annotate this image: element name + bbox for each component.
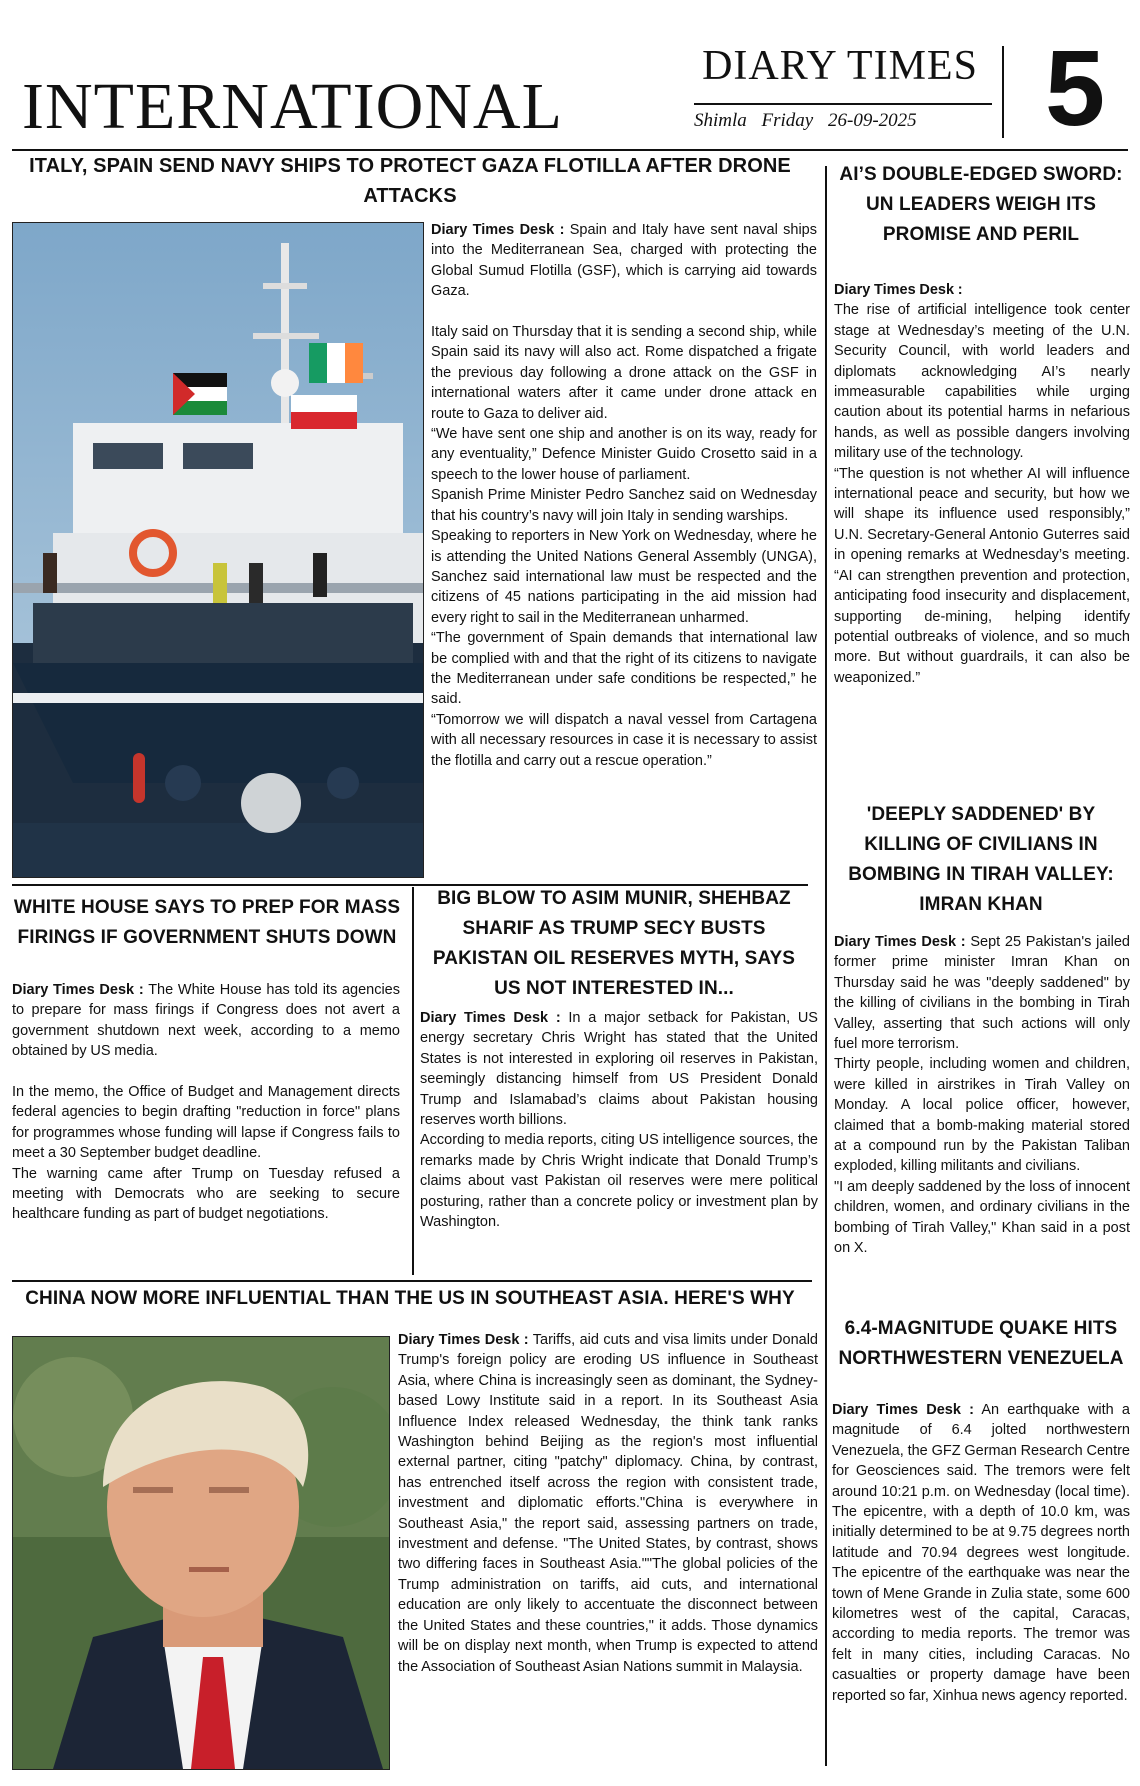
headline-italy-spain: ITALY, SPAIN SEND NAVY SHIPS TO PROTECT GAZA FLOTILLA AFTER DRONE ATTACKS xyxy=(29,155,791,207)
dateline-city: Shimla xyxy=(694,110,747,131)
headline-quake: 6.4-MAGNITUDE QUAKE HITS NORTHWESTERN VENEZUELA xyxy=(838,1318,1124,1369)
masthead-divider xyxy=(1002,46,1004,138)
byline: Diary Times Desk : xyxy=(398,1332,529,1348)
trump-portrait-photo xyxy=(12,1336,390,1770)
article-body-white-house: Diary Times Desk : The White House has told its agencies to prepare for mass firings if Congress does not avert a government shutdown next week, according to a memo obtained by US media. In the memo, the Office of Budget and Management directs federal agencies to begin drafting "reduction in force" plans for programmes whose funding will lapse if Congress fails to meet a 30 September budget deadline. The warning came after Trump on Tuesday refused a meeting with Democrats who are seeking to secure healthcare funding as part of budget negotiations. xyxy=(12,982,400,1223)
flotilla-ship-photo xyxy=(12,222,424,878)
column-divider xyxy=(825,166,827,1766)
masthead-rule xyxy=(694,103,992,105)
dateline xyxy=(694,110,992,132)
headline-asim-munir: BIG BLOW TO ASIM MUNIR, SHEHBAZ SHARIF AS TRUMP SECY BUSTS PAKISTAN OIL RESERVES MYTH, SAYS US NOT INTERESTED IN... xyxy=(432,888,796,999)
headline-ai-sword: AI’S DOUBLE-EDGED SWORD: UN LEADERS WEIGH ITS PROMISE AND PERIL xyxy=(839,164,1123,245)
byline: Diary Times Desk : xyxy=(832,1402,974,1418)
byline: Diary Times Desk : xyxy=(420,1010,561,1026)
article-body-quake: Diary Times Desk : An earthquake with a magnitude of 6.4 jolted northwestern Venezuela, the GFZ German Research Centre for Geosciences said. The tremors were felt around 10:21 p.m. on Wednesday (local time). The epicentre, with a depth of 10.0 km, was initially determined to be at 9.75 degrees north latitude and 70.94 degrees west longitude. The epicentre of the earthquake was near the town of Mene Grande in Zulia state, some 600 kilometres west of the capital, Caracas, according to media reports. The tremor was felt in many cities, including Caracas. No casualties or property damage have been reported so far, Xinhua news agency reported. xyxy=(832,1402,1130,1704)
dateline-date: 26-09-2025 xyxy=(828,110,917,131)
byline: Diary Times Desk : xyxy=(834,934,966,950)
article-body-ai-sword: Diary Times Desk : The rise of artificial intelligence took center stage at Wednesday’s meeting of the U.N. Security Council, with world leaders and diplomats acknowledging AI’s nearly immeasurable capabilities while urging caution about its potential harms in nefarious hands, as well as possible dangers involving military use of the technology. “The question is not whether AI will influence international peace and security, but how we will shape its influence used responsibly,” U.N. Secretary-General Antonio Guterres said in opening remarks at Wednesday’s meeting. “AI can strengthen prevention and protection, anticipating food insecurity and displacement, supporting de-mining, helping identify potential outbreaks of violence, and so much more. But without guardrails, it can also be weaponized.” xyxy=(834,282,1130,686)
byline: Diary Times Desk : xyxy=(431,222,565,238)
headline-china: CHINA NOW MORE INFLUENTIAL THAN THE US IN SOUTHEAST ASIA. HERE'S WHY xyxy=(25,1288,795,1309)
byline: Diary Times Desk : xyxy=(12,982,144,998)
section-rule xyxy=(12,1280,812,1282)
article-body-china: Diary Times Desk : Tariffs, aid cuts and visa limits under Donald Trump's foreign policy are eroding US influence in Southeast Asia, where China is increasingly seen as dominant, the Sydney-based Lowy Institute said in a report. In its Southeast Asia Influence Index released Wednesday, the think tank ranks Washington behind Beijing as the region's most influential external partner, citing "patchy" diplomacy. China, by contrast, has entrenched itself across the region with consistent trade, investment and diplomatic efforts."China is everywhere in Southeast Asia," the report said, assessing partners on trade, investment and defense. "The United States, by contrast, shows two differing faces in Southeast Asia.""The global policies of the Trump administration on tariffs, aid cuts, and international education are only likely to accentuate the disconnect between the United States and these countries," it adds. Those dynamics will be on display next month, when Trump is expected to attend the Association of Southeast Asian Nations summit in Malaysia. xyxy=(398,1332,818,1675)
article-body-asim-munir: Diary Times Desk : In a major setback for Pakistan, US energy secretary Chris Wright has stated that the United States is not interested in exploring oil reserves in Pakistan, seemingly distancing himself from US President Donald Trump and Islamabad’s claims about Pakistan housing reserves worth billions. According to media reports, citing US intelligence sources, the remarks made by Chris Wright indicate that Donald Trump’s claims about vast Pakistan oil reserves were mere political posturing, rather than a concrete policy or investment plan by Washington. xyxy=(420,1010,818,1231)
headline-white-house: WHITE HOUSE SAYS TO PREP FOR MASS FIRINGS IF GOVERNMENT SHUTS DOWN xyxy=(13,897,401,948)
article-body-italy-spain: Diary Times Desk : Spain and Italy have sent naval ships into the Mediterranean Sea, charged with protecting the Global Sumud Flotilla (GSF), which is carrying aid towards Gaza. Italy said on Thursday that it is sending a second ship, while Spain said its navy will also act. Rome dispatched a frigate the previous day following a drone attack on the GSF in international waters after it came under drone attack en route to Gaza to deliver aid. “We have sent one ship and another is on its way, ready for any eventuality,” Defence Minister Guido Crosetto said in a speech to the lower house of parliament. Spanish Prime Minister Pedro Sanchez said on Wednesday that his country’s navy will join Italy in sending warships. Speaking to reporters in New York on Wednesday, where he is attending the United Nations General Assembly (UNGA), Sanchez said international law must be respected and the citizens of 45 nations participating in the aid mission had every right to sail in the Mediterranean unharmed. “The government of Spain demands that international law be complied with and that the right of its citizens to navigate the Mediterranean under safe conditions be respected,” he said. “Tomorrow we will dispatch a naval vessel from Cartagena with all necessary resources in case it is necessary to assist the flotilla and carry out a rescue operation.” xyxy=(431,222,817,769)
page-number: 5 xyxy=(1044,27,1106,148)
article-body-imran-khan: Diary Times Desk : Sept 25 Pakistan's jailed former prime minister Imran Khan on Thursday said he was "deeply saddened" by the killing of civilians in the bombing in Tirah Valley, asserting that such actions will only fuel more terrorism. Thirty people, including women and children, were killed in airstrikes in Tirah Valley on Monday. A local police officer, however, claimed that a bomb-making material stored at a compound run by the Pakistan Taliban exploded, killing militants and civilians. "I am deeply saddened by the loss of innocent children, women, and ordinary civilians in the bombing of Tirah Valley," Khan said in a post on X. xyxy=(834,934,1130,1257)
column-divider-middle xyxy=(412,887,414,1275)
byline: Diary Times Desk : xyxy=(834,282,963,298)
dateline-day: Friday xyxy=(761,110,814,131)
headline-imran-khan: 'DEEPLY SADDENED' BY KILLING OF CIVILIANS IN BOMBING IN TIRAH VALLEY: IMRAN KHAN xyxy=(848,804,1114,915)
section-title: INTERNATIONAL xyxy=(22,70,563,143)
newspaper-name: DIARY TIMES xyxy=(702,43,978,89)
